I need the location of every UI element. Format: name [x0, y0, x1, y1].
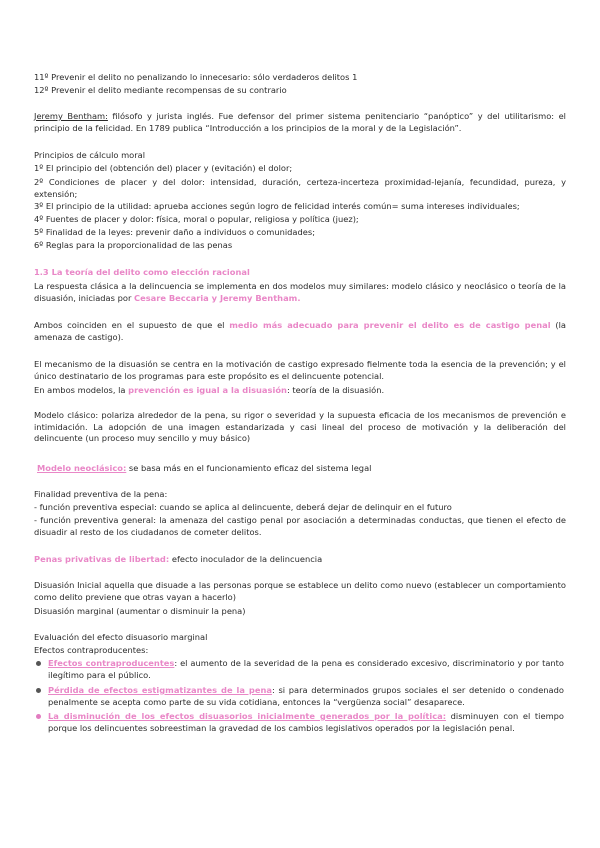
- disuasion-inicial: Disuasión Inicial aquella que disuade a las personas porque se establece un delito como nuevo (establecer un comportamiento como delito previene que otras vayan a hacerlo): [34, 580, 566, 602]
- intro-paragraph: La respuesta clásica a la delincuencia se implementa en dos modelos muy similares: modelo clásico y neoclásico o teoría de la disuasión, iniciadas por Cesare Beccaria y Jeremy Bentham.: [34, 281, 566, 303]
- list-item: Efectos contraproducentes: el aumento de la severidad de la pena es considerado excesivo, discriminatorio y por tanto ilegítimo para el público.: [48, 658, 565, 680]
- bullet-icon: [36, 688, 41, 693]
- principles-title: Principios de cálculo moral: [34, 150, 146, 160]
- principle-item: 3º El principio de la utilidad: aprueba acciones según logro de felicidad interés común= suma intereses individuales;: [34, 201, 520, 211]
- evaluacion-title: Evaluación del efecto disuasorio marginal: [34, 632, 208, 642]
- highlight: medio más adecuado para prevenir el delito es de castigo penal: [229, 320, 551, 330]
- highlight: Modelo neoclásico:: [37, 463, 127, 473]
- clasico-paragraph: Modelo clásico: polariza alrededor de la pena, su rigor o severidad y la supuesta eficacia de los mecanismos de prevención e intimidación. La adopción de una imagen estandarizada y casi lineal del proceso de motivación y la deliberación del delincuente (un proceso muy sencillo y muy básico): [34, 410, 566, 443]
- neoclasico-line: Modelo neoclásico: se basa más en el funcionamiento eficaz del sistema legal: [37, 463, 372, 473]
- principle-item: 1º El principio del (obtención del) placer y (evitación) el dolor;: [34, 163, 293, 173]
- principle-item: 4º Fuentes de placer y dolor: física, moral o popular, religiosa y política (juez);: [34, 214, 359, 224]
- penas-line: Penas privativas de libertad: efecto inoculador de la delincuencia: [34, 554, 323, 564]
- list-item: - función preventiva especial: cuando se aplica al delincuente, deberá dejar de delinquir en el futuro: [34, 502, 452, 512]
- highlight: La disminución de los efectos disuasorios inicialmente generados por la política:: [48, 711, 447, 721]
- highlight: Pérdida de efectos estigmatizantes de la pena: [48, 685, 272, 695]
- bullet-icon: [36, 661, 41, 666]
- ambos-paragraph: Ambos coinciden en el supuesto de que el medio más adecuado para prevenir el delito es de castigo penal (la amenaza de castigo).: [34, 320, 566, 342]
- disuasion-marginal: Disuasión marginal (aumentar o disminuir la pena): [34, 606, 246, 616]
- list-item: 12º Prevenir el delito mediante recompensas de su contrario: [34, 85, 287, 95]
- principle-item: 6º Reglas para la proporcionalidad de las penas: [34, 240, 233, 250]
- list-item: Pérdida de efectos estigmatizantes de la pena: si para determinados grupos sociales el ser detenido o condenado penalmente se acepta como parte de su vida cotidiana, entonces la “vergüenza social” desaparece.: [48, 685, 564, 707]
- highlight: prevención es igual a la disuasión: [128, 385, 287, 395]
- highlight: Penas privativas de libertad:: [34, 554, 170, 564]
- enambos-line: En ambos modelos, la prevención es igual a la disuasión: teoría de la disuasión.: [34, 385, 385, 395]
- list-item: - función preventiva general: la amenaza del castigo penal por asociación a determinadas conductas, que tienen el efecto de disuadir al resto de los ciudadanos de cometer delitos.: [34, 515, 566, 537]
- mecanismo-paragraph: El mecanismo de la disuasión se centra en la motivación de castigo expresado fielmente toda la esencia de la prevención; y el único destinatario de los programas para este propósito es el delincuente potencial.: [34, 359, 566, 381]
- bullet-icon: [36, 714, 41, 719]
- efectos-title: Efectos contraproducentes:: [34, 645, 149, 655]
- list-item: 11º Prevenir el delito no penalizando lo innecesario: sólo verdaderos delitos 1: [34, 72, 358, 82]
- section-heading: 1.3 La teoría del delito como elección racional: [34, 267, 250, 277]
- principle-item: 2º Condiciones de placer y del dolor: intensidad, duración, certeza-incerteza proximidad-lejanía, fecundidad, pureza, y extensión;: [34, 177, 566, 199]
- finalidad-title: Finalidad preventiva de la pena:: [34, 489, 168, 499]
- bentham-name: Jeremy Bentham:: [34, 111, 108, 121]
- principle-item: 5º Finalidad de la leyes: prevenir daño a individuos o comunidades;: [34, 227, 315, 237]
- highlight: Efectos contraproducentes: [48, 658, 175, 668]
- authors-highlight: Cesare Beccaria y Jeremy Bentham.: [134, 292, 301, 303]
- list-item: La disminución de los efectos disuasorios inicialmente generados por la política: disminuyen con el tiempo porque los delincuentes sobreestiman la gravedad de los cambios legislativos operados por la legislación penal.: [48, 711, 565, 733]
- bentham-paragraph: Jeremy Bentham: filósofo y jurista inglés. Fue defensor del primer sistema penitenciario “panóptico” y del utilitarismo: el principio de la felicidad. En 1789 publica “Introducción a los principios de la moral y de la Legislación”.: [34, 111, 566, 133]
